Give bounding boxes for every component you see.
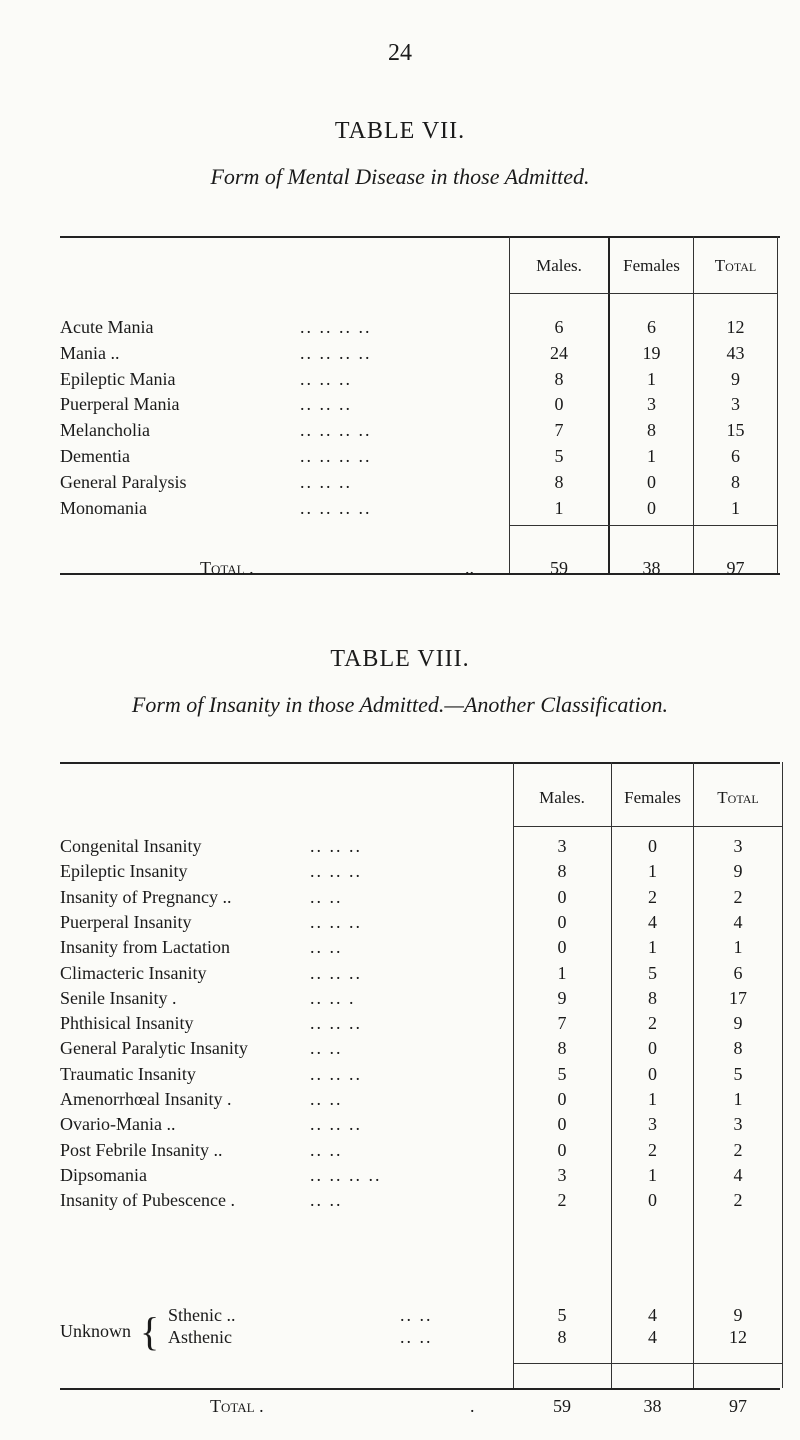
row-males: 0 [557, 1139, 567, 1160]
row-label: General Paralysis [60, 471, 187, 492]
row-total: 15 [726, 420, 745, 441]
row-total: 4 [733, 1164, 743, 1185]
row-leader-dots: .. .. .. [300, 368, 352, 389]
table8-top-rule [60, 762, 780, 764]
row-leader-dots: .. .. .. .. [300, 446, 372, 466]
row-label: Insanity from Lactation [60, 937, 230, 958]
row-leader-dots: .. .. .. .. [300, 342, 372, 363]
page-number: 24 [388, 40, 412, 66]
row-leader-dots: .. .. [310, 886, 343, 907]
row-males: 1 [554, 497, 564, 518]
row-label: Sthenic .. [168, 1305, 236, 1325]
table-row [0, 472, 800, 496]
row-total: 8 [731, 471, 740, 492]
table8-total-females: 38 [643, 1396, 662, 1416]
row-females: 0 [647, 471, 656, 492]
row-females: 1 [647, 446, 656, 466]
table7-top-rule [60, 236, 780, 238]
row-males: 5 [554, 446, 564, 466]
table8-title: TABLE VIII. [330, 646, 470, 672]
table8-total-total: 97 [729, 1396, 747, 1416]
row-total: 6 [733, 962, 743, 983]
row-females: 19 [642, 342, 661, 363]
row-leader-dots: .. .. [310, 1190, 343, 1211]
table-row [0, 317, 800, 341]
row-total: 12 [729, 1327, 747, 1347]
row-males: 7 [554, 420, 564, 441]
row-leader-dots: .. .. [310, 937, 343, 958]
table8-header-females: Females [624, 788, 681, 807]
row-total: 17 [729, 987, 747, 1008]
row-leader-dots: .. .. [310, 1139, 343, 1160]
table7-total-label: Total . [200, 558, 254, 578]
row-males: 1 [557, 962, 567, 983]
row-females: 4 [648, 1305, 657, 1325]
table7-header-total: Total [714, 256, 757, 275]
row-males: 8 [557, 1038, 567, 1059]
table8-header-males: Males. [539, 788, 585, 807]
row-leader-dots: .. .. .. .. [300, 497, 372, 518]
row-males: 0 [557, 1089, 567, 1109]
table-row [0, 498, 800, 522]
table7-title: TABLE VII. [334, 118, 466, 144]
row-label: Epileptic Mania [60, 368, 176, 389]
row-females: 0 [648, 1063, 657, 1084]
row-males: 8 [557, 861, 567, 882]
row-total: 2 [733, 1190, 743, 1211]
table8-bottom-rule [60, 1388, 780, 1390]
table-row [0, 937, 800, 961]
row-leader-dots: .. .. .. .. [310, 1164, 382, 1185]
table-row [0, 963, 800, 987]
row-leader-dots: .. .. . [310, 987, 356, 1008]
row-leader-dots: .. .. .. .. [300, 317, 372, 337]
row-total: 9 [733, 861, 743, 882]
table7-header-males: Males. [536, 256, 582, 275]
table-row [0, 861, 800, 885]
row-leader-dots: .. .. .. [310, 861, 362, 882]
table8-header-rule [513, 826, 782, 827]
table8-header-total: Total [717, 788, 759, 807]
row-females: 3 [647, 394, 656, 415]
row-females: 1 [648, 1164, 657, 1185]
row-total: 12 [726, 317, 745, 337]
row-females: 1 [647, 368, 656, 389]
row-leader-dots: .. .. .. [310, 1114, 362, 1135]
row-total: 3 [731, 394, 740, 415]
table-row [0, 1165, 800, 1189]
row-leader-dots: .. .. .. [310, 911, 362, 932]
row-males: 0 [557, 937, 567, 958]
row-females: 2 [648, 886, 657, 907]
row-males: 3 [557, 1164, 567, 1185]
row-total: 2 [733, 886, 743, 907]
row-leader-dots: .. .. [310, 1089, 343, 1109]
table7-total-females: 38 [642, 558, 661, 578]
row-leader-dots: .. .. .. [310, 1013, 362, 1034]
row-females: 4 [648, 1327, 657, 1347]
table7-total-males: 59 [550, 558, 568, 578]
row-total: 4 [733, 911, 743, 932]
row-females: 1 [648, 861, 657, 882]
row-males: 2 [557, 1190, 567, 1211]
row-label: Acute Mania [60, 317, 154, 337]
row-leader-dots: .. .. [400, 1327, 433, 1347]
row-total: 9 [731, 368, 740, 389]
row-males: 8 [557, 1327, 567, 1347]
row-label: Phthisical Insanity [60, 1013, 194, 1034]
row-label: Traumatic Insanity [60, 1063, 196, 1084]
row-females: 8 [647, 420, 656, 441]
row-females: 0 [648, 1038, 657, 1059]
table-row [0, 369, 800, 393]
table8-total-label: Total . [210, 1396, 264, 1416]
table-row [0, 1114, 800, 1138]
table7-total-dots: .. [465, 558, 474, 578]
row-females: 2 [648, 1139, 657, 1160]
table-row [0, 446, 800, 470]
table8-total-rule [513, 1363, 782, 1364]
table-row [0, 887, 800, 911]
row-females: 0 [648, 836, 657, 856]
row-males: 5 [557, 1063, 567, 1084]
row-total: 1 [733, 1089, 743, 1109]
table7-header-females: Females [623, 256, 680, 275]
table-row [0, 1038, 800, 1062]
row-label: Melancholia [60, 420, 150, 441]
row-total: 43 [726, 342, 745, 363]
row-males: 8 [554, 471, 564, 492]
row-males: 0 [557, 886, 567, 907]
table-row [0, 420, 800, 444]
row-males: 9 [557, 987, 567, 1008]
row-males: 0 [554, 394, 564, 415]
row-label: Amenorrhœal Insanity . [60, 1089, 232, 1109]
table8-total-males: 59 [553, 1396, 571, 1416]
table-row [0, 836, 800, 860]
table-row [0, 1013, 800, 1037]
table7-subtitle: Form of Mental Disease in those Admitted. [210, 164, 590, 189]
row-total: 8 [733, 1038, 743, 1059]
row-label: Puerperal Insanity [60, 911, 192, 932]
table-row [0, 1305, 800, 1329]
row-label: Post Febrile Insanity .. [60, 1139, 223, 1160]
row-label: General Paralytic Insanity [60, 1038, 248, 1059]
row-males: 6 [554, 317, 564, 337]
table-row [0, 1140, 800, 1164]
table-row [0, 1089, 800, 1113]
table-row [0, 1327, 800, 1351]
row-leader-dots: .. .. .. [300, 471, 352, 492]
row-females: 8 [648, 987, 657, 1008]
table-row [0, 1064, 800, 1088]
row-total: 9 [733, 1305, 743, 1325]
row-leader-dots: .. .. .. [310, 836, 362, 856]
row-females: 1 [648, 1089, 657, 1109]
table7-total-rule [509, 525, 777, 526]
row-males: 7 [557, 1013, 567, 1034]
row-label: Asthenic [168, 1327, 232, 1347]
table-row [0, 394, 800, 418]
row-leader-dots: .. .. .. [300, 394, 352, 415]
row-total: 1 [733, 937, 743, 958]
row-label: Monomania [60, 497, 147, 518]
row-females: 3 [648, 1114, 657, 1135]
row-males: 8 [554, 368, 564, 389]
table-row [0, 988, 800, 1012]
row-females: 0 [647, 497, 656, 518]
row-males: 5 [557, 1305, 567, 1325]
row-label: Senile Insanity . [60, 987, 177, 1008]
row-females: 2 [648, 1013, 657, 1034]
row-leader-dots: .. .. [310, 1038, 343, 1059]
row-females: 4 [648, 911, 657, 932]
row-total: 2 [733, 1139, 743, 1160]
table-row [0, 343, 800, 367]
row-label: Dementia [60, 446, 130, 466]
row-total: 9 [733, 1013, 743, 1034]
unknown-group-label: Unknown [60, 1321, 131, 1341]
row-leader-dots: .. .. [400, 1305, 433, 1325]
row-males: 24 [550, 342, 568, 363]
row-females: 5 [648, 962, 657, 983]
row-label: Puerperal Mania [60, 394, 180, 415]
row-leader-dots: .. .. .. .. [300, 420, 372, 441]
row-label: Epileptic Insanity [60, 861, 188, 882]
row-label: Insanity of Pregnancy .. [60, 886, 232, 907]
row-label: Ovario-Mania .. [60, 1114, 176, 1135]
row-label: Dipsomania [60, 1164, 147, 1185]
row-females: 0 [648, 1190, 657, 1211]
row-females: 6 [647, 317, 656, 337]
row-females: 1 [648, 937, 657, 958]
row-total: 1 [731, 497, 740, 518]
row-total: 3 [733, 836, 743, 856]
table8-subtitle: Form of Insanity in those Admitted.—Another Classification. [131, 692, 669, 717]
row-total: 6 [731, 446, 740, 466]
row-label: Congenital Insanity [60, 836, 202, 856]
table7-header-rule [509, 293, 777, 294]
unknown-group-brace: { [140, 1309, 160, 1354]
row-leader-dots: .. .. .. [310, 1063, 362, 1084]
row-males: 3 [557, 836, 567, 856]
row-males: 0 [557, 911, 567, 932]
row-label: Mania .. [60, 342, 120, 363]
row-leader-dots: .. .. .. [310, 962, 362, 983]
table8-total-dots: . [470, 1396, 475, 1416]
row-males: 0 [557, 1114, 567, 1135]
row-total: 3 [733, 1114, 743, 1135]
row-label: Climacteric Insanity [60, 962, 207, 983]
table7-total-total: 97 [726, 558, 745, 578]
table-row [0, 912, 800, 936]
row-total: 5 [733, 1063, 743, 1084]
table-row [0, 1190, 800, 1214]
row-label: Insanity of Pubescence . [60, 1190, 235, 1211]
